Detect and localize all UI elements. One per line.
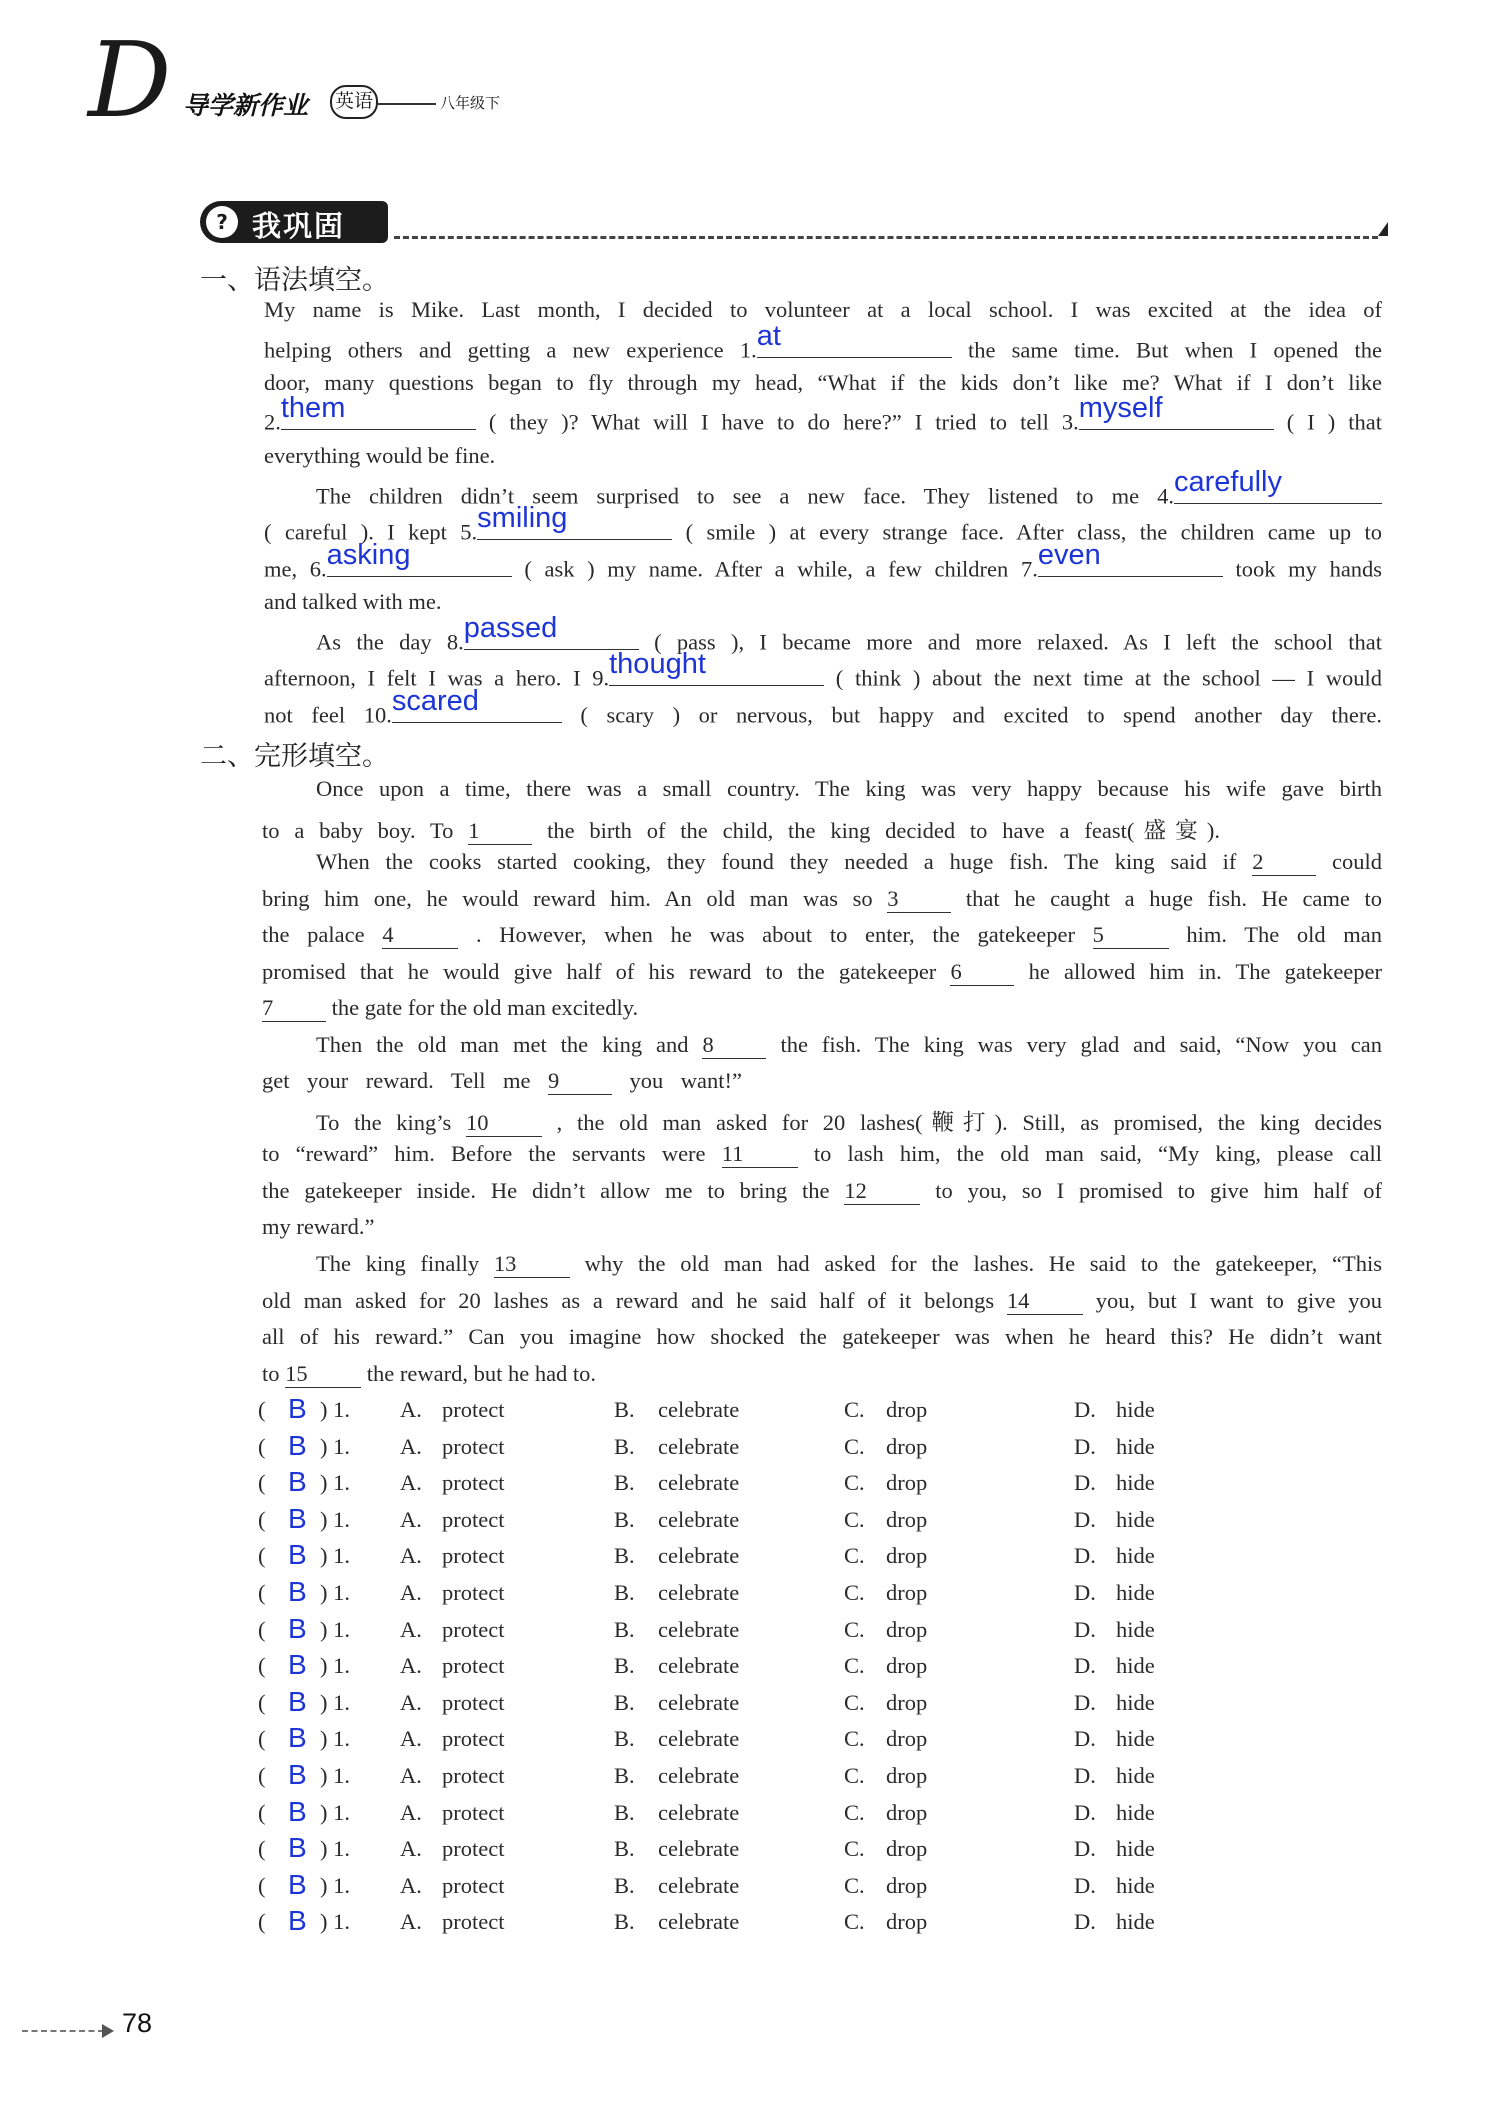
chosen-answer: B: [288, 1612, 307, 1644]
option-c-letter: C.: [844, 1397, 865, 1422]
option-c[interactable]: drop: [886, 1397, 928, 1422]
option-b[interactable]: celebrate: [658, 1836, 740, 1862]
question-number: ) 1.: [320, 1616, 350, 1642]
header-divider: [378, 103, 436, 105]
option-a[interactable]: protect: [442, 1763, 505, 1788]
option-c[interactable]: drop: [886, 1763, 928, 1788]
s1-line-10: As the day 8. passed ( pass ), I became more and more relaxed. As I left the school that: [316, 611, 1382, 655]
option-c-letter: C.: [844, 1506, 865, 1532]
option-row-3: [258, 1466, 1258, 1504]
option-a-letter: A.: [400, 1616, 422, 1642]
option-d-letter: D.: [1074, 1397, 1096, 1422]
chosen-answer: B: [288, 1868, 307, 1900]
option-b-letter: B.: [614, 1653, 635, 1679]
option-d[interactable]: hide: [1116, 1397, 1155, 1422]
chosen-answer: B: [288, 1685, 307, 1717]
cloze-blank-10: 10: [466, 1110, 542, 1137]
cloze-blank-7: 7: [262, 995, 326, 1022]
s1-line-7: ( careful ). I kept 5. smiling ( smile ) at every strange face. After class, the children came up to: [264, 501, 1383, 545]
question-number: ) 1.: [320, 1433, 350, 1459]
question-number: ) 1.: [320, 1506, 350, 1532]
option-d-letter: D.: [1074, 1506, 1096, 1532]
paren-open: (: [258, 1470, 266, 1496]
cloze-blank-3: 3: [887, 886, 951, 913]
option-a-letter: A.: [400, 1689, 422, 1715]
s1-line-1: My name is Mike. Last month, I decided to volunteer at a local school. I was excited at the idea of: [264, 297, 1382, 322]
option-c[interactable]: drop: [886, 1799, 928, 1825]
option-b-letter: B.: [614, 1397, 635, 1422]
cloze-blank-13: 13: [494, 1251, 570, 1278]
option-b[interactable]: celebrate: [658, 1470, 740, 1496]
option-c-letter: C.: [844, 1689, 865, 1715]
option-a-letter: A.: [400, 1799, 422, 1825]
option-d-letter: D.: [1074, 1543, 1096, 1569]
blank-3: [1078, 391, 1274, 430]
option-d[interactable]: hide: [1116, 1909, 1155, 1935]
option-b[interactable]: celebrate: [658, 1726, 740, 1752]
s1-line-11: afternoon, I felt I was a hero. I 9. thought ( think ) about the next time at the school — I would: [264, 647, 1382, 691]
option-d-letter: D.: [1074, 1653, 1096, 1679]
option-a-letter: A.: [400, 1726, 422, 1752]
blank-6: [326, 538, 512, 577]
paren-open: (: [258, 1433, 266, 1459]
s1-line-9: and talked with me.: [264, 589, 442, 614]
option-row-14: [258, 1868, 1258, 1907]
cloze-blank-2: 2: [1252, 849, 1316, 876]
option-d-letter: D.: [1074, 1726, 1096, 1752]
chosen-answer: B: [288, 1832, 307, 1864]
question-number: ) 1.: [320, 1726, 350, 1752]
option-d[interactable]: hide: [1116, 1726, 1155, 1752]
option-c-letter: C.: [844, 1763, 865, 1788]
option-a-letter: A.: [400, 1397, 422, 1422]
option-d[interactable]: hide: [1116, 1470, 1155, 1496]
chosen-answer: B: [288, 1722, 307, 1754]
option-c[interactable]: drop: [886, 1506, 928, 1532]
option-b[interactable]: celebrate: [658, 1543, 740, 1569]
cloze-blank-9: 9: [548, 1068, 612, 1095]
option-c-letter: C.: [844, 1543, 865, 1569]
s2-line-2: to a baby boy. To 1 the birth of the child, the king decided to have a feast(盛宴).: [262, 818, 1221, 843]
option-d-letter: D.: [1074, 1433, 1096, 1459]
option-row-7: [258, 1612, 1258, 1651]
option-c-letter: C.: [844, 1872, 865, 1898]
option-d[interactable]: hide: [1116, 1580, 1155, 1605]
option-a-letter: A.: [400, 1543, 422, 1569]
option-a[interactable]: protect: [442, 1836, 505, 1862]
s2-line-11: to “reward” him. Before the servants were 11 to lash him, the old man said, “My king, please call: [262, 1141, 1382, 1166]
question-number: ) 1.: [320, 1653, 350, 1679]
blank-10: [391, 684, 562, 723]
paren-open: (: [258, 1836, 266, 1862]
s1-line-6: The children didn’t seem surprised to see a new face. They listened to me 4. carefully: [316, 480, 1382, 510]
option-a[interactable]: protect: [442, 1689, 505, 1715]
option-b-letter: B.: [614, 1616, 635, 1642]
option-b[interactable]: celebrate: [658, 1689, 740, 1715]
s2-line-13: my reward.”: [262, 1214, 375, 1239]
chosen-answer: B: [288, 1539, 307, 1571]
blank-1: [756, 319, 952, 358]
chosen-answer: B: [288, 1502, 307, 1534]
s1-line-5: everything would be fine.: [264, 443, 496, 468]
paren-open: (: [258, 1653, 266, 1679]
option-b-letter: B.: [614, 1689, 635, 1715]
option-d-letter: D.: [1074, 1470, 1096, 1496]
answer-6: asking: [326, 538, 411, 571]
paren-open: (: [258, 1909, 266, 1935]
grade-label: 八年级下: [440, 94, 501, 112]
subject-badge: 英语: [330, 85, 378, 119]
option-b-letter: B.: [614, 1580, 635, 1605]
answer-8: passed: [463, 611, 558, 644]
s1-line-4: 2. them ( they )? What will I have to do here?” I tried to tell 3. myself ( I ) that: [264, 391, 1383, 435]
option-a[interactable]: protect: [442, 1580, 505, 1605]
option-a[interactable]: protect: [442, 1506, 505, 1532]
s2-line-7: 7 the gate for the old man excitedly.: [262, 995, 639, 1020]
option-a-letter: A.: [400, 1653, 422, 1679]
cloze-blank-14: 14: [1007, 1288, 1083, 1315]
option-c-letter: C.: [844, 1470, 865, 1496]
blank-4: [1174, 465, 1382, 504]
option-a[interactable]: protect: [442, 1653, 505, 1679]
s1-line-2: helping others and getting a new experience 1. at the same time. But when I opened the: [264, 319, 1383, 363]
option-d-letter: D.: [1074, 1580, 1096, 1605]
option-d-letter: D.: [1074, 1616, 1096, 1642]
option-d-letter: D.: [1074, 1799, 1096, 1825]
option-a-letter: A.: [400, 1506, 422, 1532]
section1-title: 一、语法填空。: [200, 265, 389, 296]
option-a-letter: A.: [400, 1909, 422, 1935]
chosen-answer: B: [288, 1393, 307, 1424]
option-b[interactable]: celebrate: [658, 1433, 740, 1459]
cloze-blank-6: 6: [950, 959, 1014, 986]
option-d-letter: D.: [1074, 1872, 1096, 1898]
option-d-letter: D.: [1074, 1689, 1096, 1715]
paren-open: (: [258, 1726, 266, 1752]
cloze-blank-12: 12: [844, 1178, 920, 1205]
cloze-blank-15: 15: [285, 1361, 361, 1388]
cloze-blank-1: 1: [468, 818, 532, 845]
question-number: ) 1.: [320, 1836, 350, 1862]
question-number: ) 1.: [320, 1397, 350, 1422]
option-b-letter: B.: [614, 1470, 635, 1496]
page-number: 78: [122, 2008, 153, 2038]
brand-title: 导学新作业: [183, 91, 309, 120]
blank-2: [280, 391, 476, 430]
option-c[interactable]: drop: [886, 1653, 928, 1679]
option-c[interactable]: drop: [886, 1726, 928, 1752]
blank-9: [609, 647, 824, 686]
answer-3: myself: [1078, 391, 1163, 424]
option-b-letter: B.: [614, 1543, 635, 1569]
option-d[interactable]: hide: [1116, 1763, 1155, 1788]
option-d-letter: D.: [1074, 1763, 1096, 1788]
s2-line-10: To the king’s 10 , the old man asked for 20 lashes(鞭打). Still, as promised, the king decides: [316, 1110, 1383, 1135]
option-d[interactable]: hide: [1116, 1836, 1155, 1862]
option-c[interactable]: drop: [886, 1433, 928, 1459]
option-b-letter: B.: [614, 1726, 635, 1752]
option-b-letter: B.: [614, 1909, 635, 1935]
option-a-letter: A.: [400, 1763, 422, 1788]
option-b-letter: B.: [614, 1506, 635, 1532]
option-a[interactable]: protect: [442, 1872, 505, 1898]
option-row-11: [258, 1759, 1258, 1797]
question-number: ) 1.: [320, 1470, 350, 1496]
option-b[interactable]: celebrate: [658, 1397, 740, 1422]
paren-open: (: [258, 1543, 266, 1569]
cloze-blank-5: 5: [1093, 922, 1169, 949]
banner-dashed-line: [394, 236, 1378, 239]
s2-line-5: the palace 4 . However, when he was about to enter, the gatekeeper 5 him. The old man: [262, 922, 1383, 947]
option-row-15: [258, 1905, 1258, 1943]
question-number: ) 1.: [320, 1763, 350, 1788]
option-b[interactable]: celebrate: [658, 1580, 740, 1605]
option-c-letter: C.: [844, 1580, 865, 1605]
question-number: ) 1.: [320, 1543, 350, 1569]
s1-line-12: not feel 10. scared ( scary ) or nervous, but happy and excited to spend another day there.: [264, 684, 1383, 728]
option-b[interactable]: celebrate: [658, 1909, 740, 1935]
cloze-blank-4: 4: [382, 922, 458, 949]
option-d[interactable]: hide: [1116, 1872, 1155, 1898]
option-d[interactable]: hide: [1116, 1616, 1155, 1642]
option-row-6: [258, 1576, 1258, 1614]
option-d[interactable]: hide: [1116, 1653, 1155, 1679]
option-d[interactable]: hide: [1116, 1689, 1155, 1715]
chosen-answer: B: [288, 1649, 307, 1681]
question-number: ) 1.: [320, 1799, 350, 1825]
banner-end-marker: [1378, 222, 1388, 236]
chosen-answer: B: [288, 1759, 307, 1790]
cloze-blank-11: 11: [722, 1141, 798, 1168]
chosen-answer: B: [288, 1576, 307, 1607]
s1-line-3: door, many questions began to fly through my head, “What if the kids don’t like me? What if I don’t like: [264, 370, 1382, 395]
s2-line-8: Then the old man met the king and 8 the fish. The king was very glad and said, “Now you can: [316, 1032, 1383, 1057]
question-number: ) 1.: [320, 1872, 350, 1898]
option-a[interactable]: protect: [442, 1799, 505, 1825]
answer-4: carefully: [1174, 465, 1282, 498]
option-b-letter: B.: [614, 1799, 635, 1825]
option-b-letter: B.: [614, 1433, 635, 1459]
paren-open: (: [258, 1689, 266, 1715]
answer-7: even: [1037, 538, 1101, 571]
option-c-letter: C.: [844, 1726, 865, 1752]
question-number: ) 1.: [320, 1909, 350, 1935]
page-arrow-icon: [102, 2024, 114, 2038]
answer-10: scared: [391, 684, 479, 717]
option-a[interactable]: protect: [442, 1616, 505, 1642]
chosen-answer: B: [288, 1905, 307, 1937]
chosen-answer: B: [288, 1429, 307, 1461]
option-row-1: [258, 1393, 1258, 1431]
s2-line-16: all of his reward.” Can you imagine how shocked the gatekeeper was when he heard this? He didn’t want: [262, 1324, 1382, 1349]
option-a-letter: A.: [400, 1433, 422, 1459]
option-a-letter: A.: [400, 1836, 422, 1862]
s2-line-1: Once upon a time, there was a small country. The king was very happy because his wife gave birth: [316, 776, 1382, 801]
option-a[interactable]: protect: [442, 1470, 505, 1496]
option-c-letter: C.: [844, 1616, 865, 1642]
section-banner-title: 我巩固: [252, 209, 346, 243]
option-c[interactable]: drop: [886, 1689, 928, 1715]
answer-9: thought: [609, 647, 706, 680]
option-c[interactable]: drop: [886, 1580, 928, 1605]
option-c-letter: C.: [844, 1799, 865, 1825]
answer-2: them: [280, 391, 346, 424]
s2-line-14: The king finally 13 why the old man had asked for the lashes. He said to the gatekeeper, “This: [316, 1251, 1383, 1276]
option-c-letter: C.: [844, 1909, 865, 1935]
option-d[interactable]: hide: [1116, 1799, 1155, 1825]
answer-5: smiling: [477, 501, 568, 534]
option-row-9: [258, 1685, 1258, 1724]
option-b[interactable]: celebrate: [658, 1616, 740, 1642]
option-c-letter: C.: [844, 1433, 865, 1459]
option-b[interactable]: celebrate: [658, 1799, 740, 1825]
option-a-letter: A.: [400, 1470, 422, 1496]
page-dashed-line: [22, 2030, 104, 2032]
paren-open: (: [258, 1397, 266, 1422]
option-a[interactable]: protect: [442, 1397, 505, 1422]
paren-open: (: [258, 1799, 266, 1825]
question-number: ) 1.: [320, 1580, 350, 1605]
paren-open: (: [258, 1506, 266, 1532]
option-d[interactable]: hide: [1116, 1433, 1155, 1459]
option-d[interactable]: hide: [1116, 1506, 1155, 1532]
section2-title: 二、完形填空。: [200, 741, 389, 772]
option-row-12: [258, 1795, 1258, 1834]
s2-line-12: the gatekeeper inside. He didn’t allow me to bring the 12 to you, so I promised to give him half of: [262, 1178, 1383, 1203]
paren-open: (: [258, 1763, 266, 1788]
option-a[interactable]: protect: [442, 1543, 505, 1569]
option-c[interactable]: drop: [886, 1543, 928, 1569]
option-c[interactable]: drop: [886, 1616, 928, 1642]
option-a[interactable]: protect: [442, 1726, 505, 1752]
cloze-blank-8: 8: [702, 1032, 766, 1059]
chosen-answer: B: [288, 1466, 307, 1498]
s2-line-15: old man asked for 20 lashes as a reward and he said half of it belongs 14 you, but I want to give you: [262, 1288, 1383, 1313]
option-row-13: [258, 1832, 1258, 1870]
s2-line-17: to 15 the reward, but he had to.: [262, 1361, 597, 1386]
option-row-4: [258, 1502, 1258, 1541]
s2-line-9: get your reward. Tell me 9 you want!”: [262, 1068, 743, 1093]
option-a-letter: A.: [400, 1872, 422, 1898]
paren-open: (: [258, 1616, 266, 1642]
paren-open: (: [258, 1580, 266, 1605]
question-bulb-icon: ?: [206, 206, 238, 238]
option-c[interactable]: drop: [886, 1909, 928, 1935]
question-number: ) 1.: [320, 1689, 350, 1715]
option-row-10: [258, 1722, 1258, 1760]
blank-7: [1037, 538, 1223, 577]
option-a[interactable]: protect: [442, 1433, 505, 1459]
option-row-2: [258, 1429, 1258, 1468]
option-b-letter: B.: [614, 1872, 635, 1898]
chosen-answer: B: [288, 1795, 307, 1827]
blank-5: [477, 501, 672, 540]
logo-letter: D: [88, 19, 172, 141]
option-c[interactable]: drop: [886, 1872, 928, 1898]
s2-line-3: When the cooks started cooking, they found they needed a huge fish. The king said if 2 could: [316, 849, 1383, 874]
option-d-letter: D.: [1074, 1909, 1096, 1935]
option-b[interactable]: celebrate: [658, 1506, 740, 1532]
paren-open: (: [258, 1872, 266, 1898]
option-b-letter: B.: [614, 1836, 635, 1862]
option-d[interactable]: hide: [1116, 1543, 1155, 1569]
s1-line-8: me, 6. asking ( ask ) my name. After a while, a few children 7. even took my hands: [264, 538, 1383, 582]
option-c[interactable]: drop: [886, 1470, 928, 1496]
option-a-letter: A.: [400, 1580, 422, 1605]
option-b[interactable]: celebrate: [658, 1763, 740, 1788]
option-b[interactable]: celebrate: [658, 1653, 740, 1679]
answer-1: at: [756, 319, 781, 352]
s2-line-4: bring him one, he would reward him. An old man was so 3 that he caught a huge fish. He came to: [262, 886, 1383, 911]
option-a[interactable]: protect: [442, 1909, 505, 1935]
option-d-letter: D.: [1074, 1836, 1096, 1862]
option-c-letter: C.: [844, 1653, 865, 1679]
option-b[interactable]: celebrate: [658, 1872, 740, 1898]
option-row-8: [258, 1649, 1258, 1687]
blank-8: [463, 611, 639, 650]
option-b-letter: B.: [614, 1763, 635, 1788]
s2-line-6: promised that he would give half of his reward to the gatekeeper 6 he allowed him in. The gatekeeper: [262, 959, 1383, 984]
option-c-letter: C.: [844, 1836, 865, 1862]
option-row-5: [258, 1539, 1258, 1577]
option-c[interactable]: drop: [886, 1836, 928, 1862]
